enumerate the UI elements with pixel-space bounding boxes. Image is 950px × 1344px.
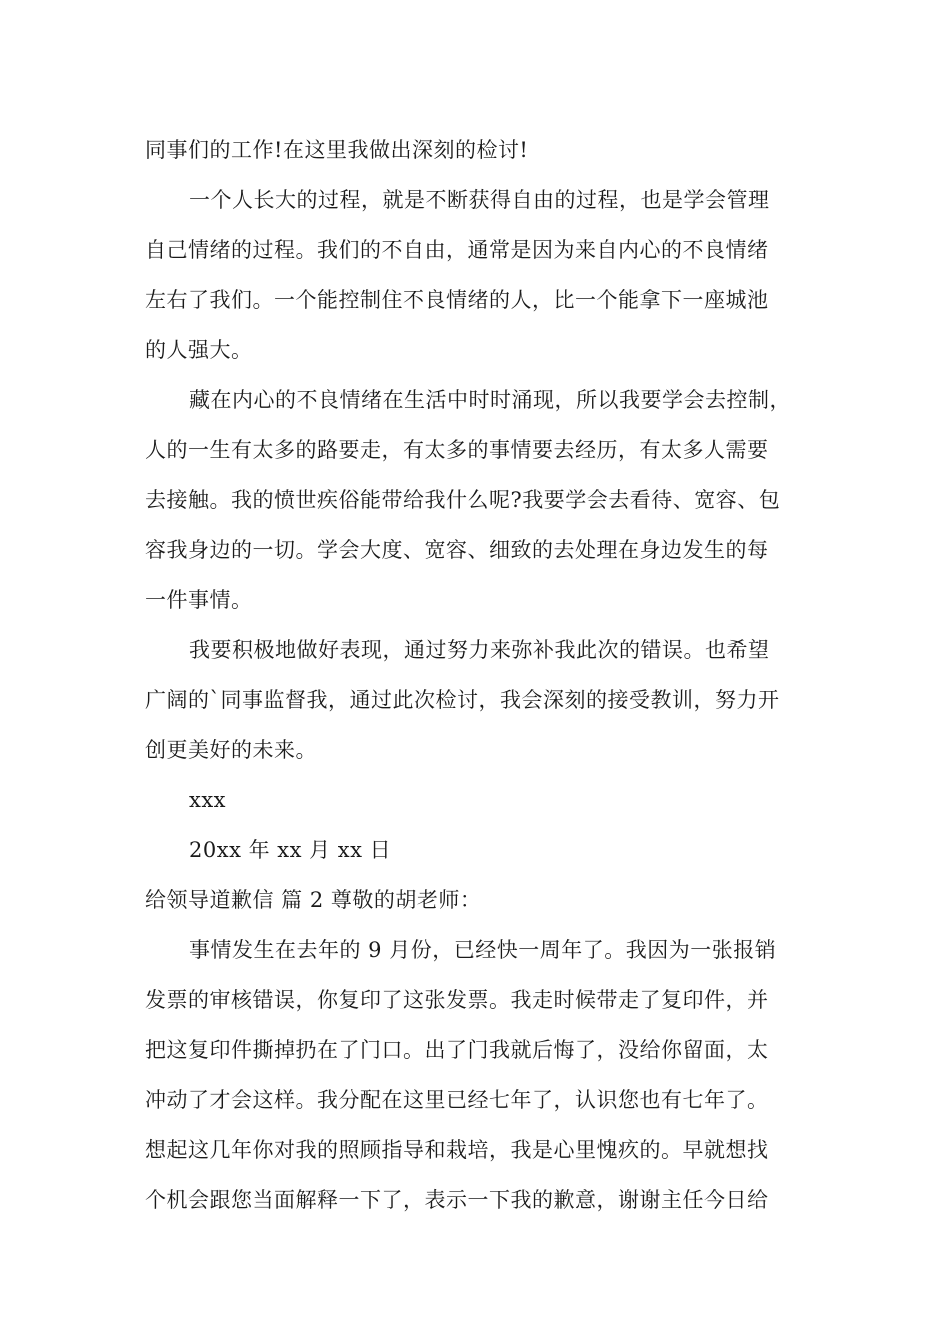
text-line: 事情发生在去年的 9 月份，已经快一周年了。我因为一张报销: [189, 938, 777, 962]
text-line: 藏在内心的不良情绪在生活中时时涌现，所以我要学会去控制，: [189, 388, 791, 412]
text-line: 同事们的工作!在这里我做出深刻的检讨!: [145, 138, 529, 162]
signature-date: 20xx 年 xx 月 xx 日: [189, 838, 392, 862]
text-line: 容我身边的一切。学会大度、宽容、细致的去处理在身边发生的每: [145, 538, 769, 562]
text-line: 人的一生有太多的路要走，有太多的事情要去经历，有太多人需要: [145, 438, 769, 462]
text-line: 发票的审核错误，你复印了这张发票。我走时候带走了复印件，并: [145, 988, 769, 1012]
text-line: 把这复印件撕掉扔在了门口。出了门我就后悔了，没给你留面，太: [145, 1038, 769, 1062]
text-line: 的人强大。: [145, 338, 253, 362]
text-line: 一个人长大的过程，就是不断获得自由的过程，也是学会管理: [189, 188, 770, 212]
text-line: 广阔的`同事监督我，通过此次检讨，我会深刻的接受教训，努力开: [145, 688, 780, 712]
text-line: 一件事情。: [145, 588, 253, 612]
text-line: 想起这几年你对我的照顾指导和栽培，我是心里愧疚的。早就想找: [145, 1138, 769, 1162]
signature-name: xxx: [189, 788, 227, 812]
text-line: 左右了我们。一个能控制住不良情绪的人，比一个能拿下一座城池: [145, 288, 769, 312]
text-line: 去接触。我的愤世疾俗能带给我什么呢?我要学会去看待、宽容、包: [145, 488, 781, 512]
text-line: 冲动了才会这样。我分配在这里已经七年了，认识您也有七年了。: [145, 1088, 769, 1112]
text-line: 创更美好的未来。: [145, 738, 317, 762]
text-line: 自己情绪的过程。我们的不自由，通常是因为来自内心的不良情绪: [145, 238, 769, 262]
text-line: 个机会跟您当面解释一下了，表示一下我的歉意，谢谢主任今日给: [145, 1188, 769, 1212]
section-heading: 给领导道歉信 篇 2 尊敬的胡老师：: [145, 888, 482, 912]
text-line: 我要积极地做好表现，通过努力来弥补我此次的错误。也希望: [189, 638, 770, 662]
